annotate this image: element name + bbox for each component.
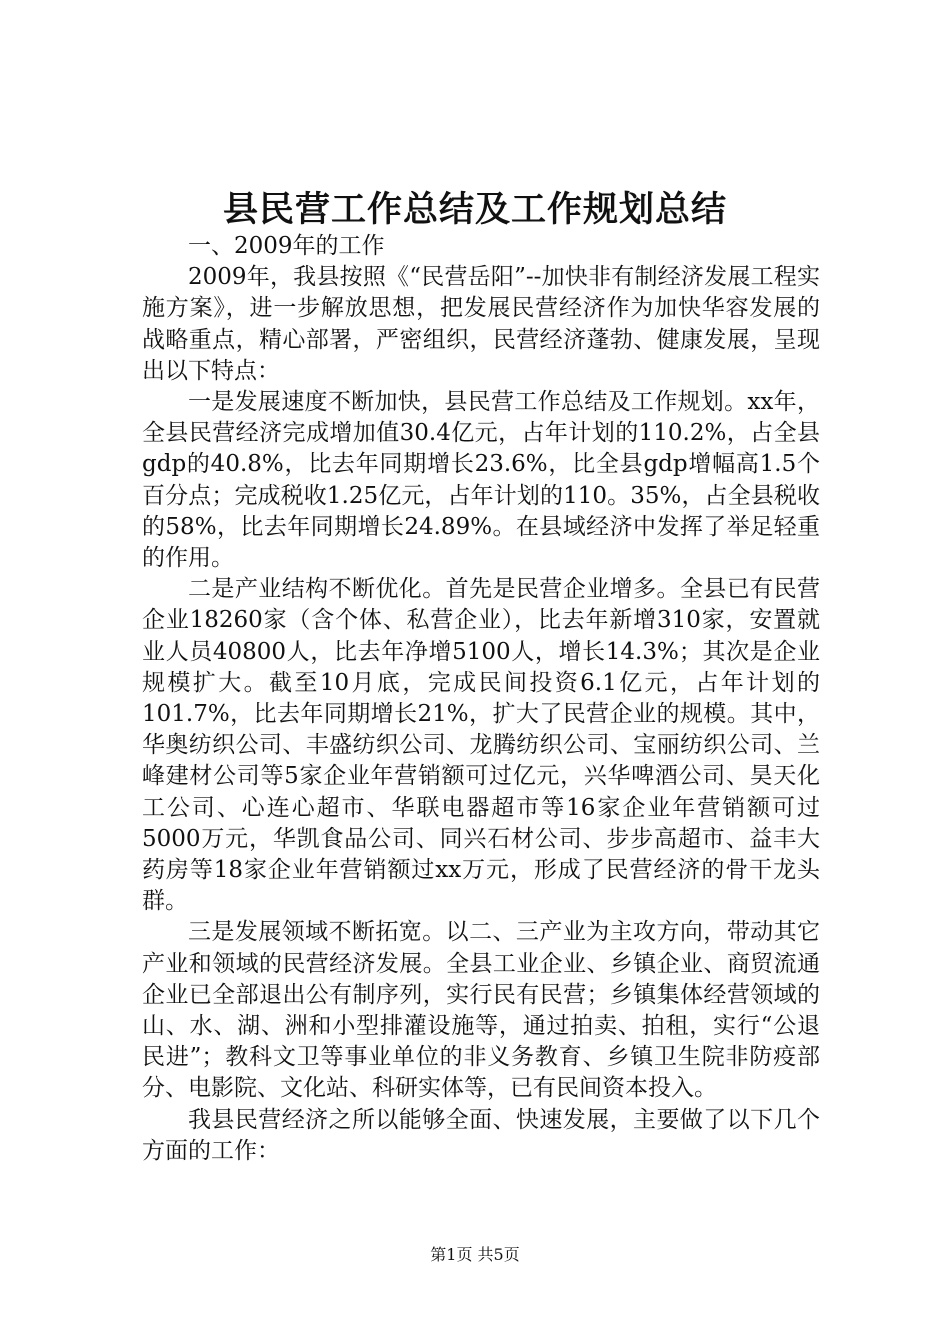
paragraph-growth-speed: 一是发展速度不断加快，县民营工作总结及工作规划。xx年，全县民营经济完成增加值30.4亿元，占年计划的110.2%，占全县gdp的40.8%，比去年同期增长23.6%，比全县gdp增幅高1.5个百分点；完成税收1.25亿元，占年计划的110。35%，占全县税收的58%，比去年同期增长24.89%。在县域经济中发挥了举足轻重的作用。 bbox=[142, 389, 820, 572]
paragraph-industry-structure: 二是产业结构不断优化。首先是民营企业增多。全县已有民营企业18260家（含个体、私营企业），比去年新增310家，安置就业人员40800人，比去年净增5100人，增长14.3%；其次是企业规模扩大。截至10月底，完成民间投资6.1亿元，占年计划的101.7%，比去年同期增长21%，扩大了民营企业的规模。其中，华奥纺织公司、丰盛纺织公司、龙腾纺织公司、宝丽纺织公司、兰峰建材公司等5家企业年营销额可过亿元，兴华啤酒公司、昊天化工公司、心连心超市、华联电器超市等16家企业年营销额可过5000万元，华凯食品公司、同兴石材公司、步步高超市、益丰大药房等18家企业年营销额过xx万元，形成了民营经济的骨干龙头群。 bbox=[142, 576, 820, 915]
section-heading: 一、2009年的工作 bbox=[188, 233, 385, 259]
paragraph-development-fields: 三是发展领域不断拓宽。以二、三产业为主攻方向，带动其它产业和领域的民营经济发展。全县工业企业、乡镇企业、商贸流通企业已全部退出公有制序列，实行民有民营；乡镇集体经营领域的山、水、湖、洲和小型排灌设施等，通过拍卖、拍租，实行“公退民进”；教科文卫等事业单位的非义务教育、乡镇卫生院非防疫部分、电影院、文化站、科研实体等，已有民间资本投入。 bbox=[142, 919, 820, 1102]
paragraph-intro: 2009年，我县按照《“民营岳阳”--加快非有制经济发展工程实施方案》，进一步解放思想，把发展民营经济作为加快华容发展的战略重点，精心部署，严密组织，民营经济蓬勃、健康发展，呈现出以下特点： bbox=[142, 264, 820, 384]
paragraph-work-summary: 我县民营经济之所以能够全面、快速发展，主要做了以下几个方面的工作： bbox=[142, 1106, 820, 1164]
page-number-footer: 第1页 共5页 bbox=[430, 1245, 520, 1264]
document-title: 县民营工作总结及工作规划总结 bbox=[222, 189, 727, 230]
document-body bbox=[142, 231, 820, 1167]
